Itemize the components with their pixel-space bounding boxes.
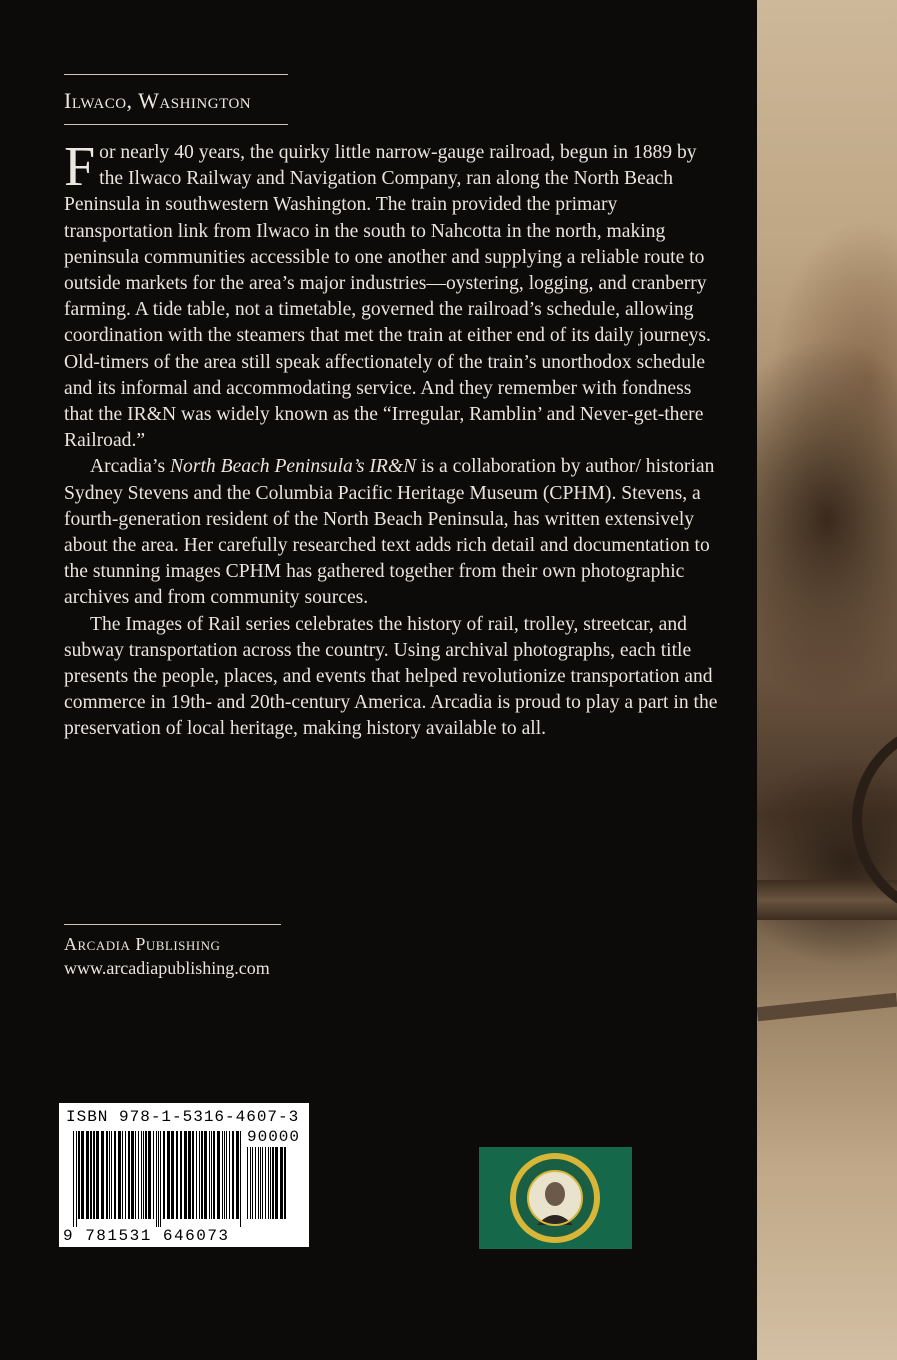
barcode-bar: [125, 1131, 126, 1219]
barcode-bar: [255, 1147, 256, 1219]
barcode-bar: [196, 1131, 197, 1219]
barcode-bar: [118, 1131, 121, 1219]
heading-bottom-rule: [64, 124, 288, 125]
heading-top-rule: [64, 74, 288, 75]
publisher-block: [64, 932, 270, 980]
paragraph-2-lead: Arcadia’s: [90, 456, 170, 478]
barcode-bar: [211, 1131, 212, 1219]
barcode-bar: [73, 1131, 74, 1227]
barcode-bar: [135, 1131, 136, 1219]
barcode-bar: [260, 1147, 261, 1219]
barcode-bar: [158, 1131, 159, 1227]
barcode-bar: [268, 1147, 269, 1219]
barcode-bar: [250, 1147, 251, 1219]
barcode-bar: [114, 1131, 116, 1219]
barcode-bar: [180, 1131, 182, 1219]
barcode-bar: [106, 1131, 108, 1219]
ean-digits: 9 781531 646073: [63, 1227, 230, 1245]
drop-cap: F: [64, 136, 96, 198]
barcode-bar: [111, 1131, 112, 1219]
addon-barcode-bars: [247, 1147, 303, 1227]
barcode-bar: [258, 1147, 259, 1219]
barcode-bar: [226, 1131, 227, 1219]
barcode-bar: [213, 1131, 215, 1219]
barcode-bar: [209, 1131, 210, 1219]
barcode-bar: [122, 1131, 123, 1219]
barcode-bar: [101, 1131, 104, 1219]
barcode-bar: [222, 1131, 223, 1219]
description-paragraph-2: [64, 454, 719, 611]
isbn-number: ISBN 978-1-5316-4607-3: [66, 1108, 300, 1126]
barcode-bar: [262, 1147, 263, 1219]
barcode-bar: [90, 1131, 92, 1219]
barcode-bar: [270, 1147, 271, 1219]
state-seal-icon: [479, 1147, 632, 1249]
barcode-bar: [143, 1131, 144, 1219]
barcode-bar: [160, 1131, 161, 1227]
description-paragraph-1: [64, 136, 719, 454]
barcode-bar: [109, 1131, 110, 1219]
barcode-bar: [163, 1131, 165, 1219]
barcode-bar: [265, 1147, 266, 1219]
barcode-bar: [240, 1131, 241, 1227]
paragraph-2-text: is a collaboration by author/ historian Sydney Stevens and the Columbia Pacific Heritage Museum (CPHM). Stevens, a fourth-generation resident of the North Beach Peninsula, has written extensively about the area. Her carefully researched text adds rich detail and documentation to the stunning images CPHM has gathered together from their own photographic archives and from community sources.: [64, 456, 715, 609]
barcode-bar: [145, 1131, 147, 1219]
barcode-bar: [252, 1147, 253, 1219]
barcode-bar: [81, 1131, 84, 1219]
barcode-bars: [73, 1131, 241, 1227]
barcode-bar: [141, 1131, 142, 1219]
book-series-heading: Ilwaco, Washington: [64, 88, 252, 113]
barcode-bar: [86, 1131, 89, 1219]
description-paragraph-3: The Images of Rail series celebrates the history of rail, trolley, streetcar, and subway transportation across the country. Using archival photographs, each title presents the people, places, and events that helped revolutionize transportation and commerce in 19th- and 20th-century America. Arcadia is proud to play a part in the preservation of local heritage, making history available to all.: [64, 613, 718, 740]
barcode-bar: [153, 1131, 154, 1219]
publisher-url: www.arcadiapublishing.com: [64, 958, 270, 978]
publisher-rule: [64, 924, 281, 925]
barcode-bar: [201, 1131, 203, 1219]
paragraph-1-text: or nearly 40 years, the quirky little narrow-gauge railroad, begun in 1889 by the Ilwaco Railway and Navigation Company, ran along the North Beach Peninsula in southwestern Washington. The train provided the primary transportation link from Ilwaco in the south to Nahcotta in the north, making peninsula communities accessible to one another and supplying a reliable route to outside markets for the area’s major industries—oystering, logging, and cranberry farming. A tide table, not a timetable, governed the railroad’s schedule, allowing coordination with the steamers that met the train at either end of its daily journeys. Old-timers of the area still speak affectionately of the train’s unorthodox schedule and its informal and accommodating service. And they remember with fondness that the IR&N was widely known as the “Irregular, Ramblin’ and Never-get-there Railroad.”: [64, 142, 711, 452]
cover-photo-locomotive: [757, 0, 897, 1360]
barcode-bar: [236, 1131, 239, 1219]
barcode-bar: [229, 1131, 230, 1219]
barcode-bar: [192, 1131, 194, 1219]
barcode-bar: [272, 1147, 274, 1219]
barcode-bar: [188, 1131, 191, 1219]
description-text: [64, 136, 719, 743]
barcode-bar: [156, 1131, 157, 1227]
barcode-bar: [247, 1147, 248, 1219]
book-title-italic: North Beach Peninsula’s IR&N: [169, 456, 417, 478]
barcode-bar: [224, 1131, 225, 1219]
barcode-bar: [93, 1131, 95, 1219]
barcode-bar: [280, 1147, 283, 1219]
barcode-bar: [204, 1131, 207, 1219]
barcode-bar: [78, 1131, 80, 1219]
barcode-bar: [171, 1131, 174, 1219]
barcode-bar: [176, 1131, 178, 1219]
barcode-bar: [217, 1131, 220, 1219]
barcode-bar: [148, 1131, 151, 1219]
barcode-bar: [184, 1131, 187, 1219]
barcode-bar: [131, 1131, 134, 1219]
barcode-bar: [96, 1131, 99, 1219]
publisher-name: Arcadia Publishing: [64, 934, 221, 954]
barcode-bar: [138, 1131, 139, 1219]
barcode-bar: [128, 1131, 130, 1219]
barcode-bar: [275, 1147, 278, 1219]
rail-track: [757, 993, 897, 1022]
barcode-bar: [167, 1131, 170, 1219]
barcode-bar: [284, 1147, 286, 1219]
isbn-barcode: [59, 1103, 309, 1247]
barcode-bar: [199, 1131, 200, 1219]
price-code: 90000: [247, 1128, 301, 1146]
washington-state-flag: [479, 1147, 632, 1249]
barcode-bar: [232, 1131, 234, 1219]
barcode-bar: [76, 1131, 77, 1227]
